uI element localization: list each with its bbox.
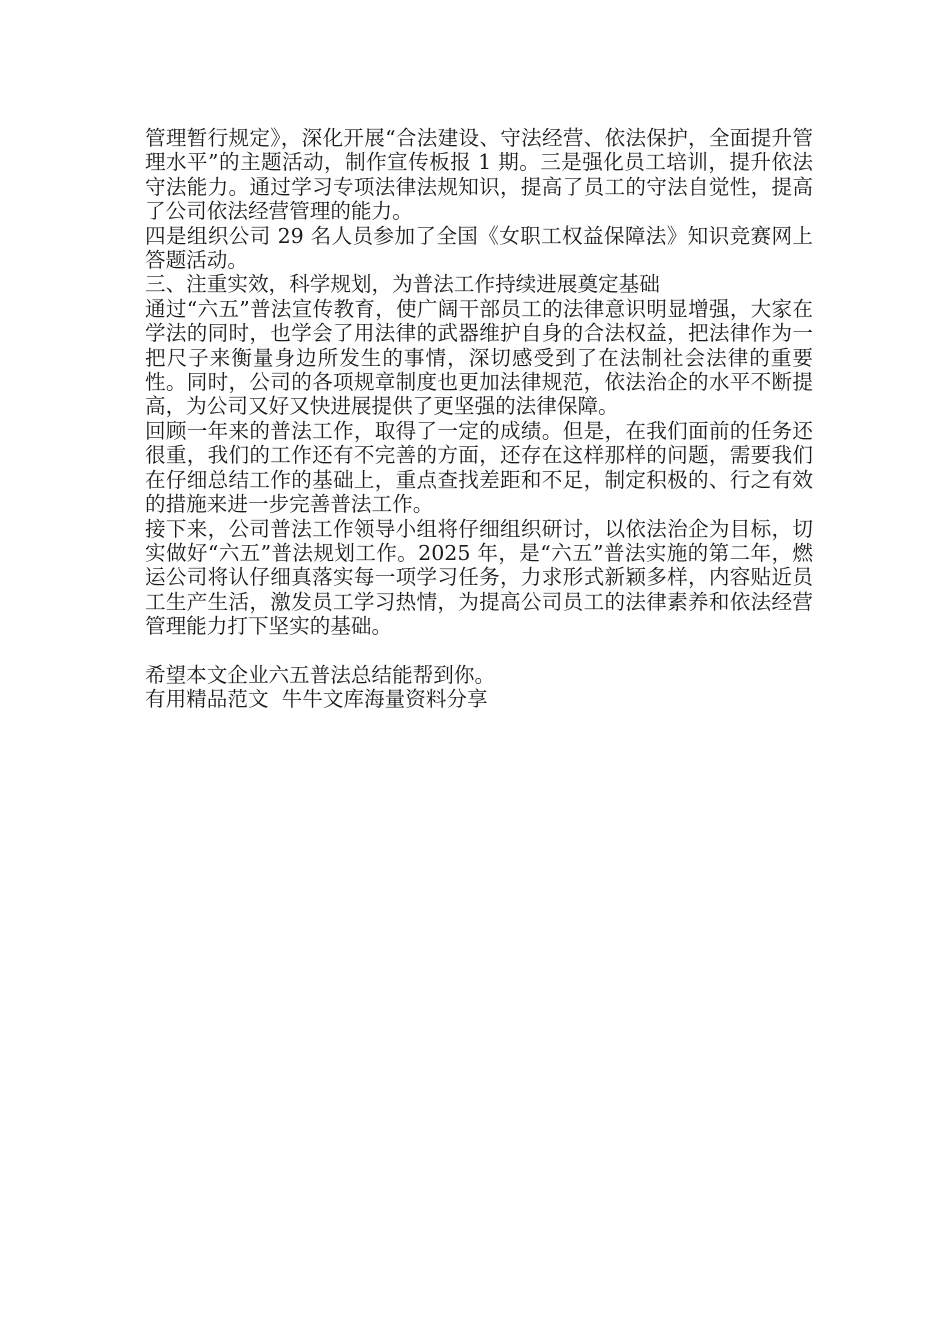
paragraph-next-steps: 接下来，公司普法工作领导小组将仔细组织研讨，以依法治企为目标，切实做好“六五”普法规划工作。2025 年，是“六五”普法实施的第二年，燃运公司将认仔细真落实每一项学习任务，力求形式新颖多样，内容贴近员工生产生活，激发员工学习热情，为提高公司员工的法律素养和依法经营管理能力打下坚实的基础。 <box>145 516 813 639</box>
paragraph-review: 回顾一年来的普法工作，取得了一定的成绩。但是，在我们面前的任务还很重，我们的工作还有不完善的方面，还存在这样那样的问题，需要我们在仔细总结工作的基础上，重点查找差距和不足，制定积极的、行之有效的措施来进一步完善普法工作。 <box>145 418 813 517</box>
paragraph-legal-training: 管理暂行规定》，深化开展“合法建设、守法经营、依法保护，全面提升管理水平”的主题活动，制作宣传板报 1 期。三是强化员工培训，提升依法守法能力。通过学习专项法律法规知识，提高了员工的守法自觉性，提高了公司依法经营管理的能力。 <box>145 126 813 224</box>
paragraph-legal-awareness: 通过“六五”普法宣传教育，使广阔干部员工的法律意识明显增强，大家在学法的同时，也学会了用法律的武器维护自身的合法权益，把法律作为一把尺子来衡量身边所发生的事情，深切感受到了在法制社会法律的重要性。同时，公司的各项规章制度也更加法律规范，依法治企的水平不断提高，为公司又好又快进展提供了更坚强的法律保障。 <box>145 296 813 419</box>
paragraph-knowledge-contest: 四是组织公司 29 名人员参加了全国《女职工权益保障法》知识竞赛网上答题活动。 <box>145 223 813 273</box>
blank-line <box>145 639 813 663</box>
section-heading-planning: 三、注重实效，科学规划，为普法工作持续进展奠定基础 <box>145 272 660 297</box>
closing-line: 希望本文企业六五普法总结能帮到你。 <box>145 662 496 687</box>
document-body <box>145 126 813 712</box>
footer-line: 有用精品范文 牛牛文库海量资料分享 <box>145 687 488 712</box>
